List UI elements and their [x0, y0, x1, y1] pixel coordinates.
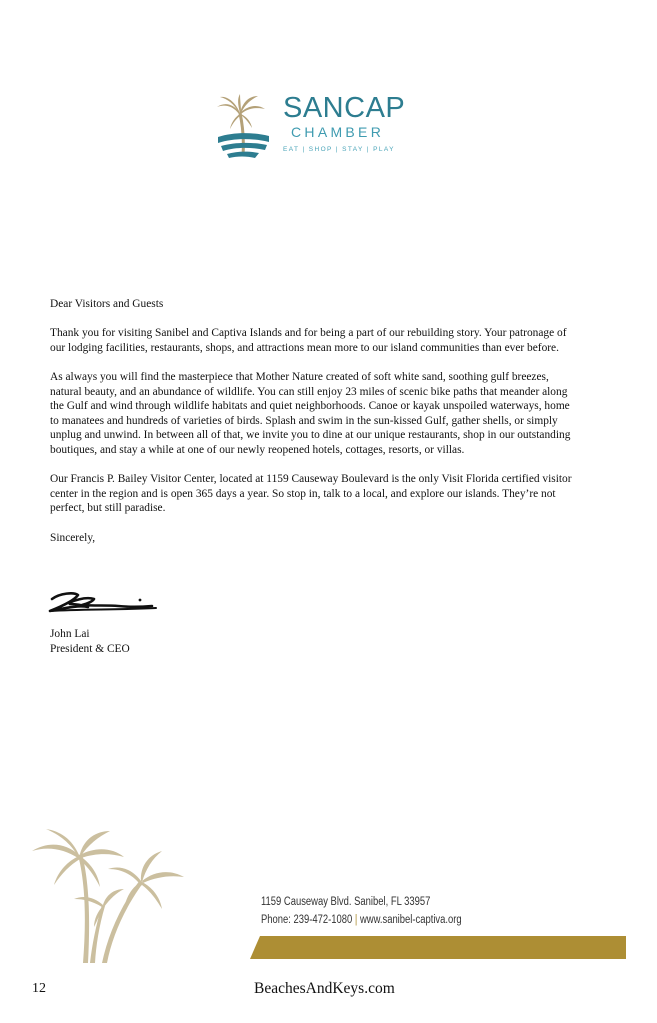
paragraph: Thank you for visiting Sanibel and Captiva Islands and for being a part of our rebuilding story. Your patronage of our lodging facilities, restaurants, shops, and attractions mean more to our island communities than ever before. [50, 327, 567, 354]
chamber-contact-block [261, 893, 462, 929]
chamber-website-link[interactable]: www.sanibel-captiva.org [359, 914, 462, 926]
logo-tagline: EAT | SHOP | STAY | PLAY [283, 146, 395, 153]
paragraph: As always you will find the masterpiece that Mother Nature created of soft white sand, soothing gulf breezes, natural beauty, and an abundance of wildlife. You can still enjoy 23 miles of scenic bike paths that meander along the Gulf and wind through wildlife habitats and quiet neighborhoods. Canoe or kayak unspoiled waterways, home to manatees and hundreds of varieties of birds. Splash and swim in the sun-kissed Gulf, gather shells, or simply unplug and unwind. In between all of that, we invite you to dine at our unique restaurants, shop in our outstanding boutiques, and stay a while at one of our newly reopened hotels, cottages, resorts, or villas. [50, 370, 571, 456]
paragraph: Our Francis P. Bailey Visitor Center, located at 1159 Causeway Boulevard is the only Visit Florida certified visitor center in the region and is open 365 days a year. So stop in, talk to a local, and explore our islands. They’re not perfect, but still paradise. [50, 473, 572, 515]
publication-site: BeachesAndKeys.com [254, 980, 395, 997]
letter-body [50, 297, 580, 560]
palm-trees-graphic [28, 825, 188, 965]
palm-tree-icon [215, 93, 273, 159]
signature-image [48, 589, 160, 615]
salutation: Dear Visitors and Guests [50, 298, 164, 310]
signer-block [50, 627, 130, 656]
chamber-phone-web [261, 911, 462, 929]
logo-subtitle: CHAMBER [291, 124, 385, 140]
sancap-chamber-logo [215, 93, 415, 163]
page-number: 12 [32, 981, 46, 996]
signer-title: President & CEO [50, 642, 130, 655]
chamber-phone: Phone: 239-472-1080 [261, 914, 353, 926]
logo-wordmark: SANCAP [283, 92, 406, 124]
chamber-address: 1159 Causeway Blvd. Sanibel, FL 33957 [261, 896, 431, 908]
closing: Sincerely, [50, 531, 96, 544]
signer-name: John Lai [50, 628, 90, 640]
gold-footer-band [250, 936, 626, 959]
separator: | [354, 914, 358, 926]
